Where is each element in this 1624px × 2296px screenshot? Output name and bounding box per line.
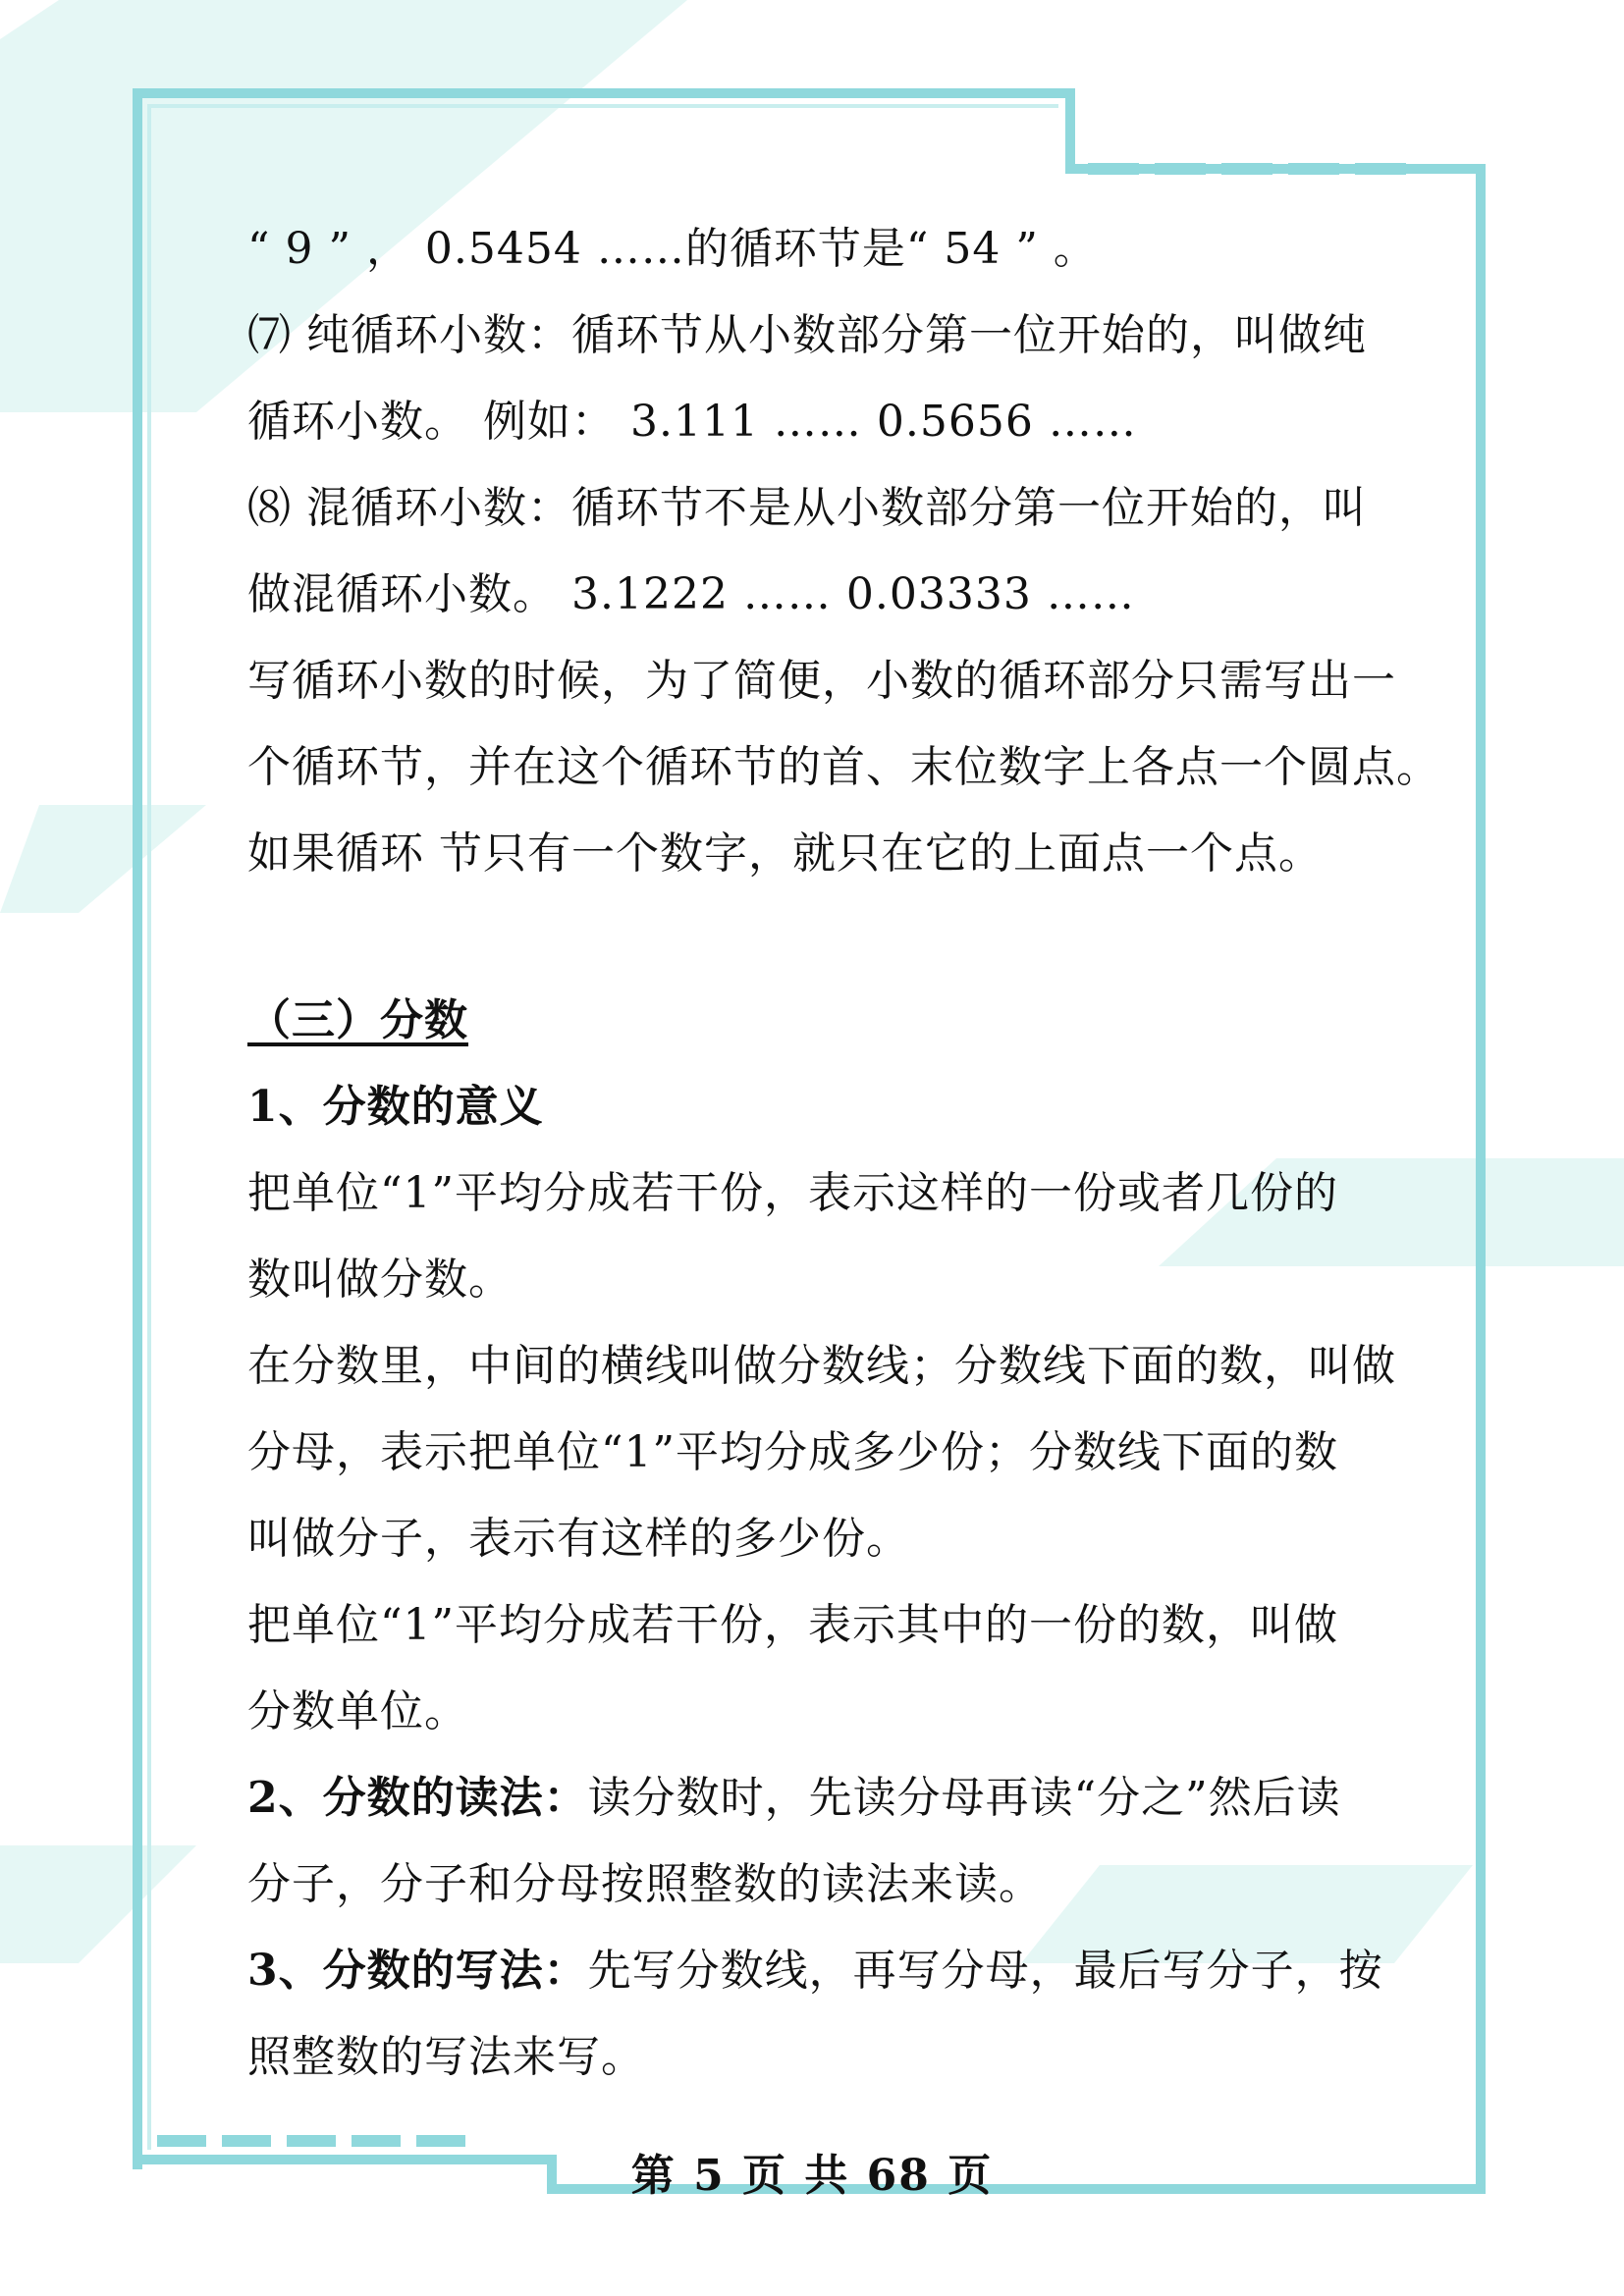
text-line: 如果循环 节只有一个数字，就只在它的上面点一个点。 xyxy=(247,828,1323,879)
text-line: 个循环节，并在这个循环节的首、末位数字上各点一个圆点。 xyxy=(247,742,1440,792)
text-line: 把单位“1”平均分成若干份，表示这样的一份或者几份的 xyxy=(247,1168,1338,1218)
text-line: 分数单位。 xyxy=(247,1686,468,1736)
text-line: ⑻ 混循环小数：循环节不是从小数部分第一位开始的，叫 xyxy=(247,483,1367,533)
text-line: 在分数里，中间的横线叫做分数线；分数线下面的数，叫做 xyxy=(247,1341,1396,1391)
text-line: ⑺ 纯循环小数：循环节从小数部分第一位开始的，叫做纯 xyxy=(247,310,1367,360)
subsection-heading: 1、分数的意义 xyxy=(247,1082,544,1132)
section-heading: （三）分数 xyxy=(247,995,468,1045)
text-line xyxy=(247,1755,1386,1842)
inline-text: 读分数时，先读分母再读“分之”然后读 xyxy=(587,1773,1341,1823)
text-line: 数叫做分数。 xyxy=(247,1255,513,1305)
subsection-heading: 3、分数的写法： xyxy=(247,1946,588,1996)
text-line: 分母，表示把单位“1”平均分成多少份；分数线下面的数 xyxy=(247,1427,1338,1477)
text-line: 循环小数。 例如： 3.111 …… 0.5656 …… xyxy=(247,397,1137,447)
text-line: 写循环小数的时候，为了简便，小数的循环部分只需写出一 xyxy=(247,656,1396,706)
document-body xyxy=(247,206,1440,2101)
text-line: 做混循环小数。 3.1222 …… 0.03333 …… xyxy=(247,569,1135,619)
frame-dashes-top xyxy=(1088,163,1406,175)
text-line: 把单位“1”平均分成若干份，表示其中的一份的数，叫做 xyxy=(247,1600,1338,1650)
text-line: “ 9 ” ， 0.5454 ……的循环节是“ 54 ” 。 xyxy=(247,224,1098,274)
subsection-heading: 2、分数的读法： xyxy=(247,1773,588,1823)
text-line: 照整数的写法来写。 xyxy=(247,2032,645,2082)
text-line: 叫做分子，表示有这样的多少份。 xyxy=(247,1514,910,1564)
text-line xyxy=(247,1928,1386,2014)
spacer xyxy=(247,897,1386,978)
inline-text: 先写分数线，再写分母，最后写分子，按 xyxy=(587,1946,1383,1996)
page-number: 第 5 页 共 68 页 xyxy=(630,2151,994,2201)
text-line: 分子，分子和分母按照整数的读法来读。 xyxy=(247,1859,1043,1909)
